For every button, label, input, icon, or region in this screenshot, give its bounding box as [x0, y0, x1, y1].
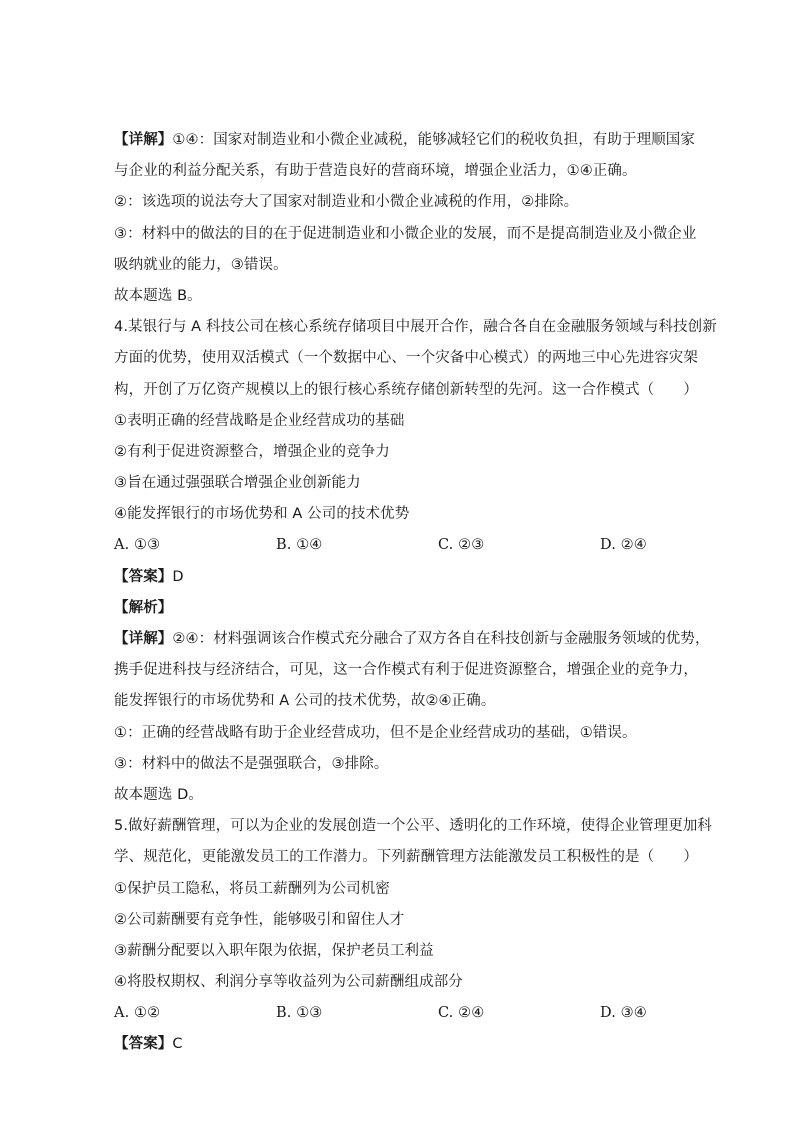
q5-answer-tag: 【答案】: [114, 1036, 173, 1053]
q5-answer-value: C: [172, 1036, 183, 1053]
q5-statement-3: ③薪酬分配要以入职年限为依据，保护老员工利益: [114, 942, 434, 959]
q4-answer-value: D: [172, 568, 184, 585]
q4-option-b: B. ①④: [276, 537, 323, 554]
q4-stem-line-3: 构，开创了万亿资产规模以上的银行核心系统存储创新转型的先河。这一合作模式（ ）: [114, 381, 698, 398]
q5-option-a: A. ①②: [114, 1005, 161, 1022]
q3-point-2: ②：该选项的说法夸大了国家对制造业和小微企业减税的作用，②排除。: [114, 194, 579, 211]
q4-conclusion: 故本题选 D。: [114, 786, 203, 803]
q4-options: [114, 530, 682, 561]
q5-stem-line-2: 学、规范化，更能激发员工的工作潜力。下列薪酬管理方法能激发员工积极性的是（ ）: [114, 849, 698, 866]
q5-statement-4: ④将股权期权、利润分享等收益列为公司薪酬组成部分: [114, 974, 463, 991]
q4-stem-line-1: 4.某银行与 A 科技公司在核心系统存储项目中展开合作，融合各自在金融服务领域与科技创新: [114, 319, 717, 336]
q5-options: [114, 998, 682, 1029]
q5-statement-1: ①保护员工隐私，将员工薪酬列为公司机密: [114, 880, 390, 897]
q5-statement-2: ②公司薪酬要有竞争性，能够吸引和留住人才: [114, 911, 405, 928]
q4-detail-line-2: 携手促进科技与经济结合，可见，这一合作模式有利于促进资源整合，增强企业的竞争力，: [114, 662, 698, 679]
q4-option-a: A. ①③: [114, 537, 161, 554]
q4-statement-3: ③旨在通过强强联合增强企业创新能力: [114, 475, 361, 492]
q4-answer: [114, 562, 682, 593]
q3-detail-line-2: 与企业的利益分配关系，有助于营造良好的营商环境，增强企业活力，①④正确。: [114, 163, 637, 180]
q3-detail-line-1: 【详解】①④：国家对制造业和小微企业减税，能够减轻它们的税收负担，有助于理顺国家: [114, 132, 696, 148]
q3-point-3-line-1: ③：材料中的做法的目的在于促进制造业和小微企业的发展，而不是提高制造业及小微企业: [114, 225, 697, 242]
q4-option-d: D. ②④: [600, 537, 647, 554]
q5-option-b: B. ①③: [276, 1005, 323, 1022]
q3-point-3-line-2: 吸纳就业的能力，③错误。: [114, 256, 288, 273]
q3-conclusion: 故本题选 B。: [114, 287, 202, 304]
q5-answer: [114, 1029, 682, 1060]
q4-statement-2: ②有利于促进资源整合，增强企业的竞争力: [114, 443, 390, 460]
q4-stem-line-2: 方面的优势，使用双活模式（一个数据中心、一个灾备中心模式）的两地三中心先进容灾架: [114, 350, 698, 367]
q4-statement-1: ①表明正确的经营战略是企业经营成功的基础: [114, 412, 405, 429]
q5-option-d: D. ③④: [600, 1005, 647, 1022]
q5-stem-line-1: 5.做好薪酬管理，可以为企业的发展创造一个公平、透明化的工作环境，使得企业管理更加科: [114, 818, 713, 835]
q3-detail-tag: 【详解】: [114, 132, 173, 148]
q4-statement-4: ④能发挥银行的市场优势和 A 公司的技术优势: [114, 506, 410, 523]
q4-point-3: ③：材料中的做法不是强强联合，③排除。: [114, 755, 389, 772]
q5-option-c: C. ②④: [438, 1005, 485, 1022]
q4-point-1: ①：正确的经营战略有助于企业经营成功，但不是企业经营成功的基础，①错误。: [114, 724, 637, 741]
document-page: [114, 125, 717, 1061]
q4-detail-line-1: 【详解】②④：材料强调该合作模式充分融合了双方各自在科技创新与金融服务领域的优势，: [114, 631, 710, 647]
q4-option-c: C. ②③: [438, 537, 485, 554]
q4-analysis-tag: 【解析】: [114, 599, 173, 616]
q4-detail-line-3: 能发挥银行的市场优势和 A 公司的技术优势，故②④正确。: [114, 693, 496, 710]
q4-detail-tag: 【详解】: [114, 631, 173, 647]
q4-answer-tag: 【答案】: [114, 568, 173, 585]
